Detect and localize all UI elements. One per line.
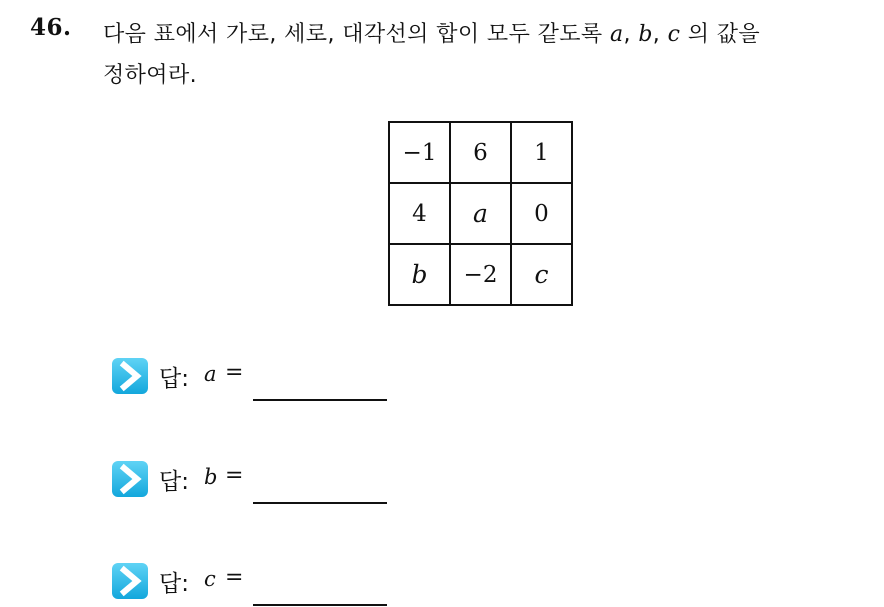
table-row (389, 122, 572, 183)
var-a: a (609, 22, 624, 47)
table-cell: a (450, 183, 511, 244)
table-cell: b (389, 244, 450, 305)
answer-label: 답: (159, 469, 189, 495)
var-b: b (638, 22, 653, 47)
answer-blank-line[interactable] (253, 604, 387, 606)
answer-variable: b (204, 465, 218, 489)
chevron-right-icon (111, 460, 149, 498)
answer-variable: c (204, 567, 216, 591)
comma: , (652, 22, 668, 47)
answer-b (111, 460, 401, 500)
var-c: c (667, 22, 681, 47)
table-cell: 6 (450, 122, 511, 183)
chevron-right-icon (111, 562, 149, 600)
problem-text-line1-end: 의 값을 (680, 22, 761, 47)
problem-text (103, 14, 873, 96)
table-cell: −1 (389, 122, 450, 183)
answer-c (111, 562, 401, 602)
problem-number: 46. (30, 14, 72, 41)
magic-square-table (388, 121, 573, 306)
problem-text-line1: 다음 표에서 가로, 세로, 대각선의 합이 모두 같도록 (103, 22, 610, 47)
answer-variable: a (204, 362, 217, 386)
answer-label: 답: (159, 571, 189, 597)
table-cell: 0 (511, 183, 572, 244)
table-row (389, 183, 572, 244)
answer-a (111, 357, 401, 397)
problem-text-line2: 정하여라. (103, 63, 198, 88)
comma: , (623, 22, 639, 47)
equals-sign: = (225, 463, 244, 488)
table-row (389, 244, 572, 305)
equals-sign: = (225, 565, 244, 590)
chevron-right-icon (111, 357, 149, 395)
equals-sign: = (225, 360, 244, 385)
table-cell: 4 (389, 183, 450, 244)
answer-blank-line[interactable] (253, 502, 387, 504)
table-cell: 1 (511, 122, 572, 183)
table-cell: c (511, 244, 572, 305)
table-cell: −2 (450, 244, 511, 305)
answer-blank-line[interactable] (253, 399, 387, 401)
answer-label: 답: (159, 366, 189, 392)
